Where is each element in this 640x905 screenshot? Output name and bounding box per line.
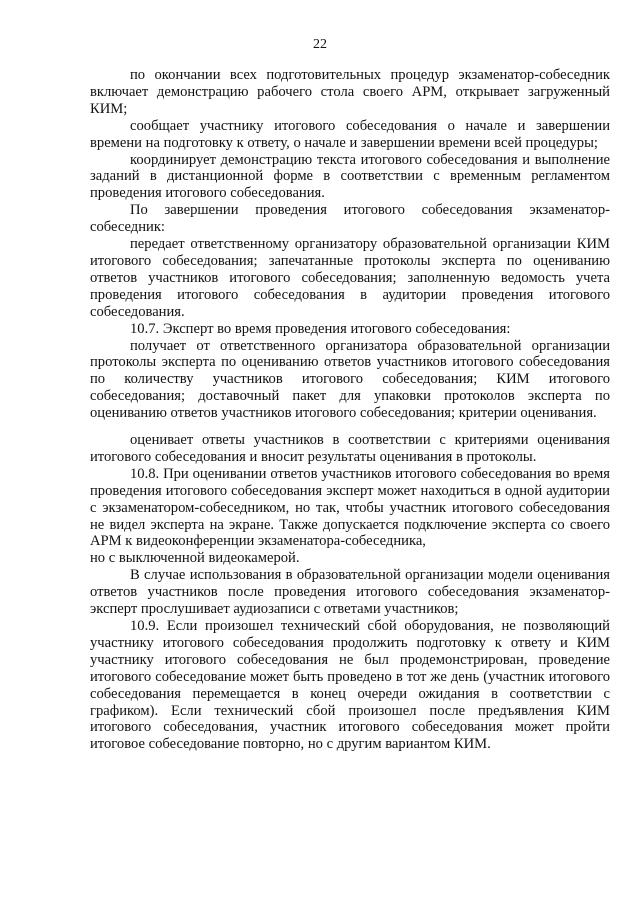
paragraph-after-interview: По завершении проведения итогового собеседования экзаменатор-собеседник: [90, 202, 610, 236]
paragraph-coordinate-demo: координирует демонстрацию текста итогового собеседования и выполнение заданий в дистанционной форме в соответствии с временным регламентом проведения итогового собеседования. [90, 151, 610, 202]
paragraph-section-10-8: 10.8. При оценивании ответов участников итогового собеседования во время проведения итогового собеседования эксперт может находиться в одной аудитории с экзаменатором-собеседником, но так, чтобы участник итогового собеседования не видел эксперта на экране. Также допускается подключение эксперта со своего АРМ к видеоконференции экзаменатора-собеседника, [90, 465, 610, 550]
paragraph-section-10-7: 10.7. Эксперт во время проведения итогового собеседования: [130, 320, 511, 337]
paragraph-expert-receives: получает от ответственного организатора образовательной организации протоколы эксперта по оцениванию ответов участников итогового собеседования по количеству участников итогового собеседования; КИМ итогового собеседования; доставочный пакет для упаковки протоколов эксперта по оцениванию ответов участников итогового собеседования; критерии оценивания. [90, 337, 610, 422]
paragraph-inform-participant: сообщает участнику итогового собеседования о начале и завершении времени на подготовку к ответу, о начале и завершении времени всей процедуры; [90, 117, 610, 151]
paragraph-section-10-9: 10.9. Если произошел технический сбой оборудования, не позволяющий участнику итогового собеседования продолжить подготовку к ответу и КИМ участнику итогового собеседования не был продемонстрирован, проведение итогового собеседование может быть проведено в тот же день (участник итогового собеседования перемещается в конец очереди ожидания в соответствии с графиком). Если технический сбой произошел после предъявления КИМ итогового собеседования, участник итогового собеседования может пройти итоговое собеседование повторно, но с другим вариантом КИМ. [90, 618, 610, 753]
document-body [90, 67, 610, 753]
paragraph-evaluation-model: В случае использования в образовательной организации модели оценивания ответов участников после проведения итогового собеседования экзаменатор-эксперт прослушивает аудиозаписи с ответами участников; [90, 567, 610, 618]
paragraph-hand-over: передает ответственному организатору образовательной организации КИМ итогового собеседования; запечатанные протоколы эксперта по оцениванию ответов участников итогового собеседования; заполненную ведомость учета проведения итогового собеседования в аудитории проведения итогового собеседования. [90, 236, 610, 320]
page-number: 22 [313, 37, 327, 52]
paragraph-expert-evaluates: оценивает ответы участников в соответствии с критериями оценивания итогового собеседования и вносит результаты оценивания в протоколы. [90, 432, 610, 465]
paragraph-demo-desktop: по окончании всех подготовительных процедур экзаменатор-собеседник включает демонстрацию рабочего стола своего АРМ, открывает загруженный КИМ; [90, 67, 610, 117]
paragraph-camera-off: но с выключенной видеокамерой. [90, 550, 300, 567]
